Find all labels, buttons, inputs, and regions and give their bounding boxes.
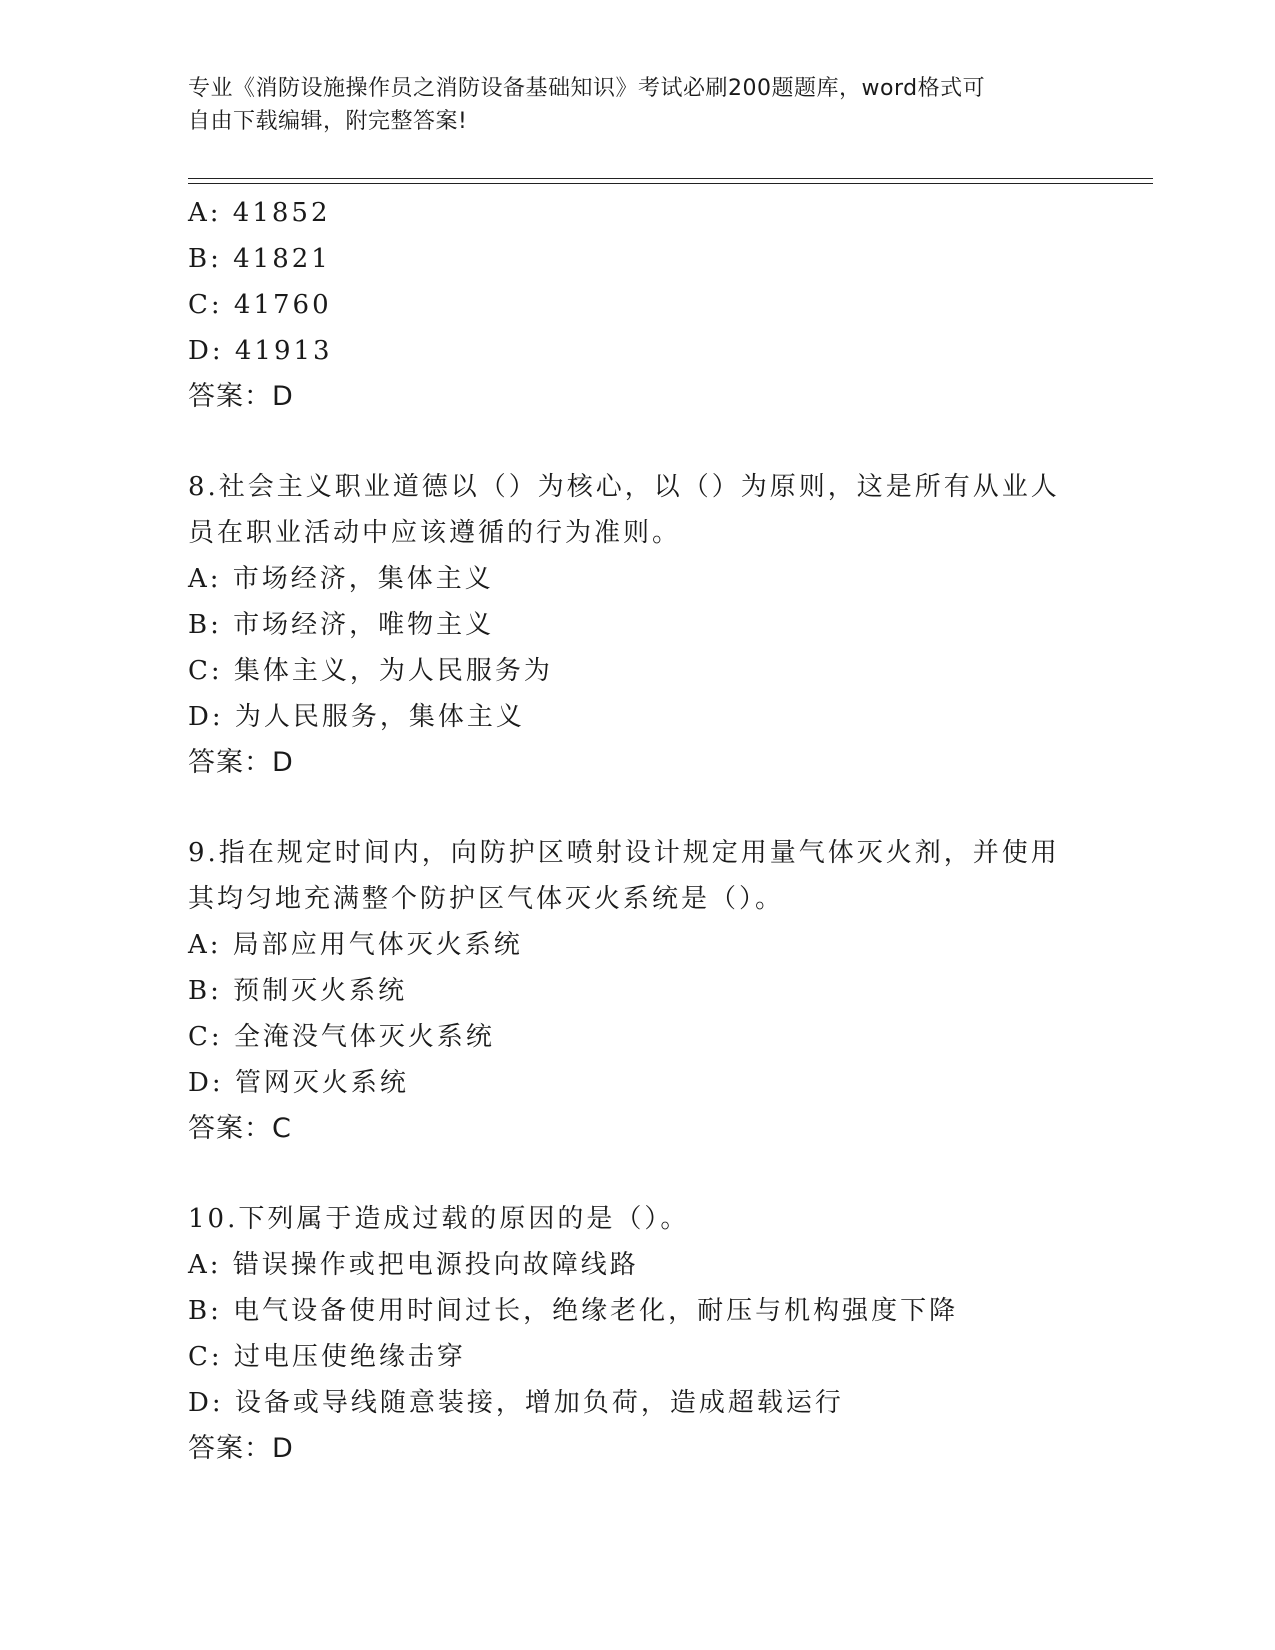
- answer: 答案：D: [188, 1433, 294, 1464]
- option-b: B: 预制灭火系统: [188, 976, 408, 1006]
- option-a: A: 41852: [188, 198, 331, 228]
- header-rule-bottom: [188, 183, 1153, 184]
- option-c: C: 集体主义，为人民服务为: [188, 656, 553, 686]
- answer: 答案：D: [188, 381, 294, 412]
- question-text: 8.社会主义职业道德以（）为核心，以（）为原则，这是所有从业人 员在职业活动中应该遵循的行为准则。: [188, 472, 1060, 548]
- answer: 答案：D: [188, 747, 294, 778]
- option-d: D: 41913: [188, 336, 333, 366]
- option-a: A: 市场经济，集体主义: [188, 564, 494, 594]
- option-c: C: 过电压使绝缘击穿: [188, 1342, 466, 1372]
- header-rule-top: [188, 178, 1153, 179]
- page-content: [188, 190, 1088, 1472]
- question-9: [188, 830, 1088, 1152]
- document-header: [188, 72, 1088, 138]
- question-8: [188, 464, 1088, 786]
- question-text: 9.指在规定时间内，向防护区喷射设计规定用量气体灭火剂，并使用 其均匀地充满整个防护区气体灭火系统是（）。: [188, 838, 1060, 914]
- option-c: C: 全淹没气体灭火系统: [188, 1022, 495, 1052]
- option-b: B: 市场经济，唯物主义: [188, 610, 495, 640]
- option-d: D: 管网灭火系统: [188, 1068, 409, 1098]
- question-text: 10.下列属于造成过载的原因的是（）。: [188, 1204, 690, 1234]
- question-10: [188, 1196, 1088, 1472]
- option-a: A: 错误操作或把电源投向故障线路: [188, 1250, 639, 1280]
- answer: 答案：C: [188, 1113, 292, 1144]
- option-b: B: 41821: [188, 244, 331, 274]
- option-b: B: 电气设备使用时间过长，绝缘老化，耐压与机构强度下降: [188, 1296, 959, 1326]
- option-c: C: 41760: [188, 290, 332, 320]
- partial-question: [188, 190, 1088, 420]
- option-d: D: 设备或导线随意装接，增加负荷，造成超载运行: [188, 1388, 844, 1418]
- header-line-2: 自由下载编辑，附完整答案!: [188, 109, 468, 134]
- option-a: A: 局部应用气体灭火系统: [188, 930, 523, 960]
- header-line-1: 专业《消防设施操作员之消防设备基础知识》考试必刷200题题库，word格式可: [188, 76, 986, 101]
- option-d: D: 为人民服务，集体主义: [188, 702, 525, 732]
